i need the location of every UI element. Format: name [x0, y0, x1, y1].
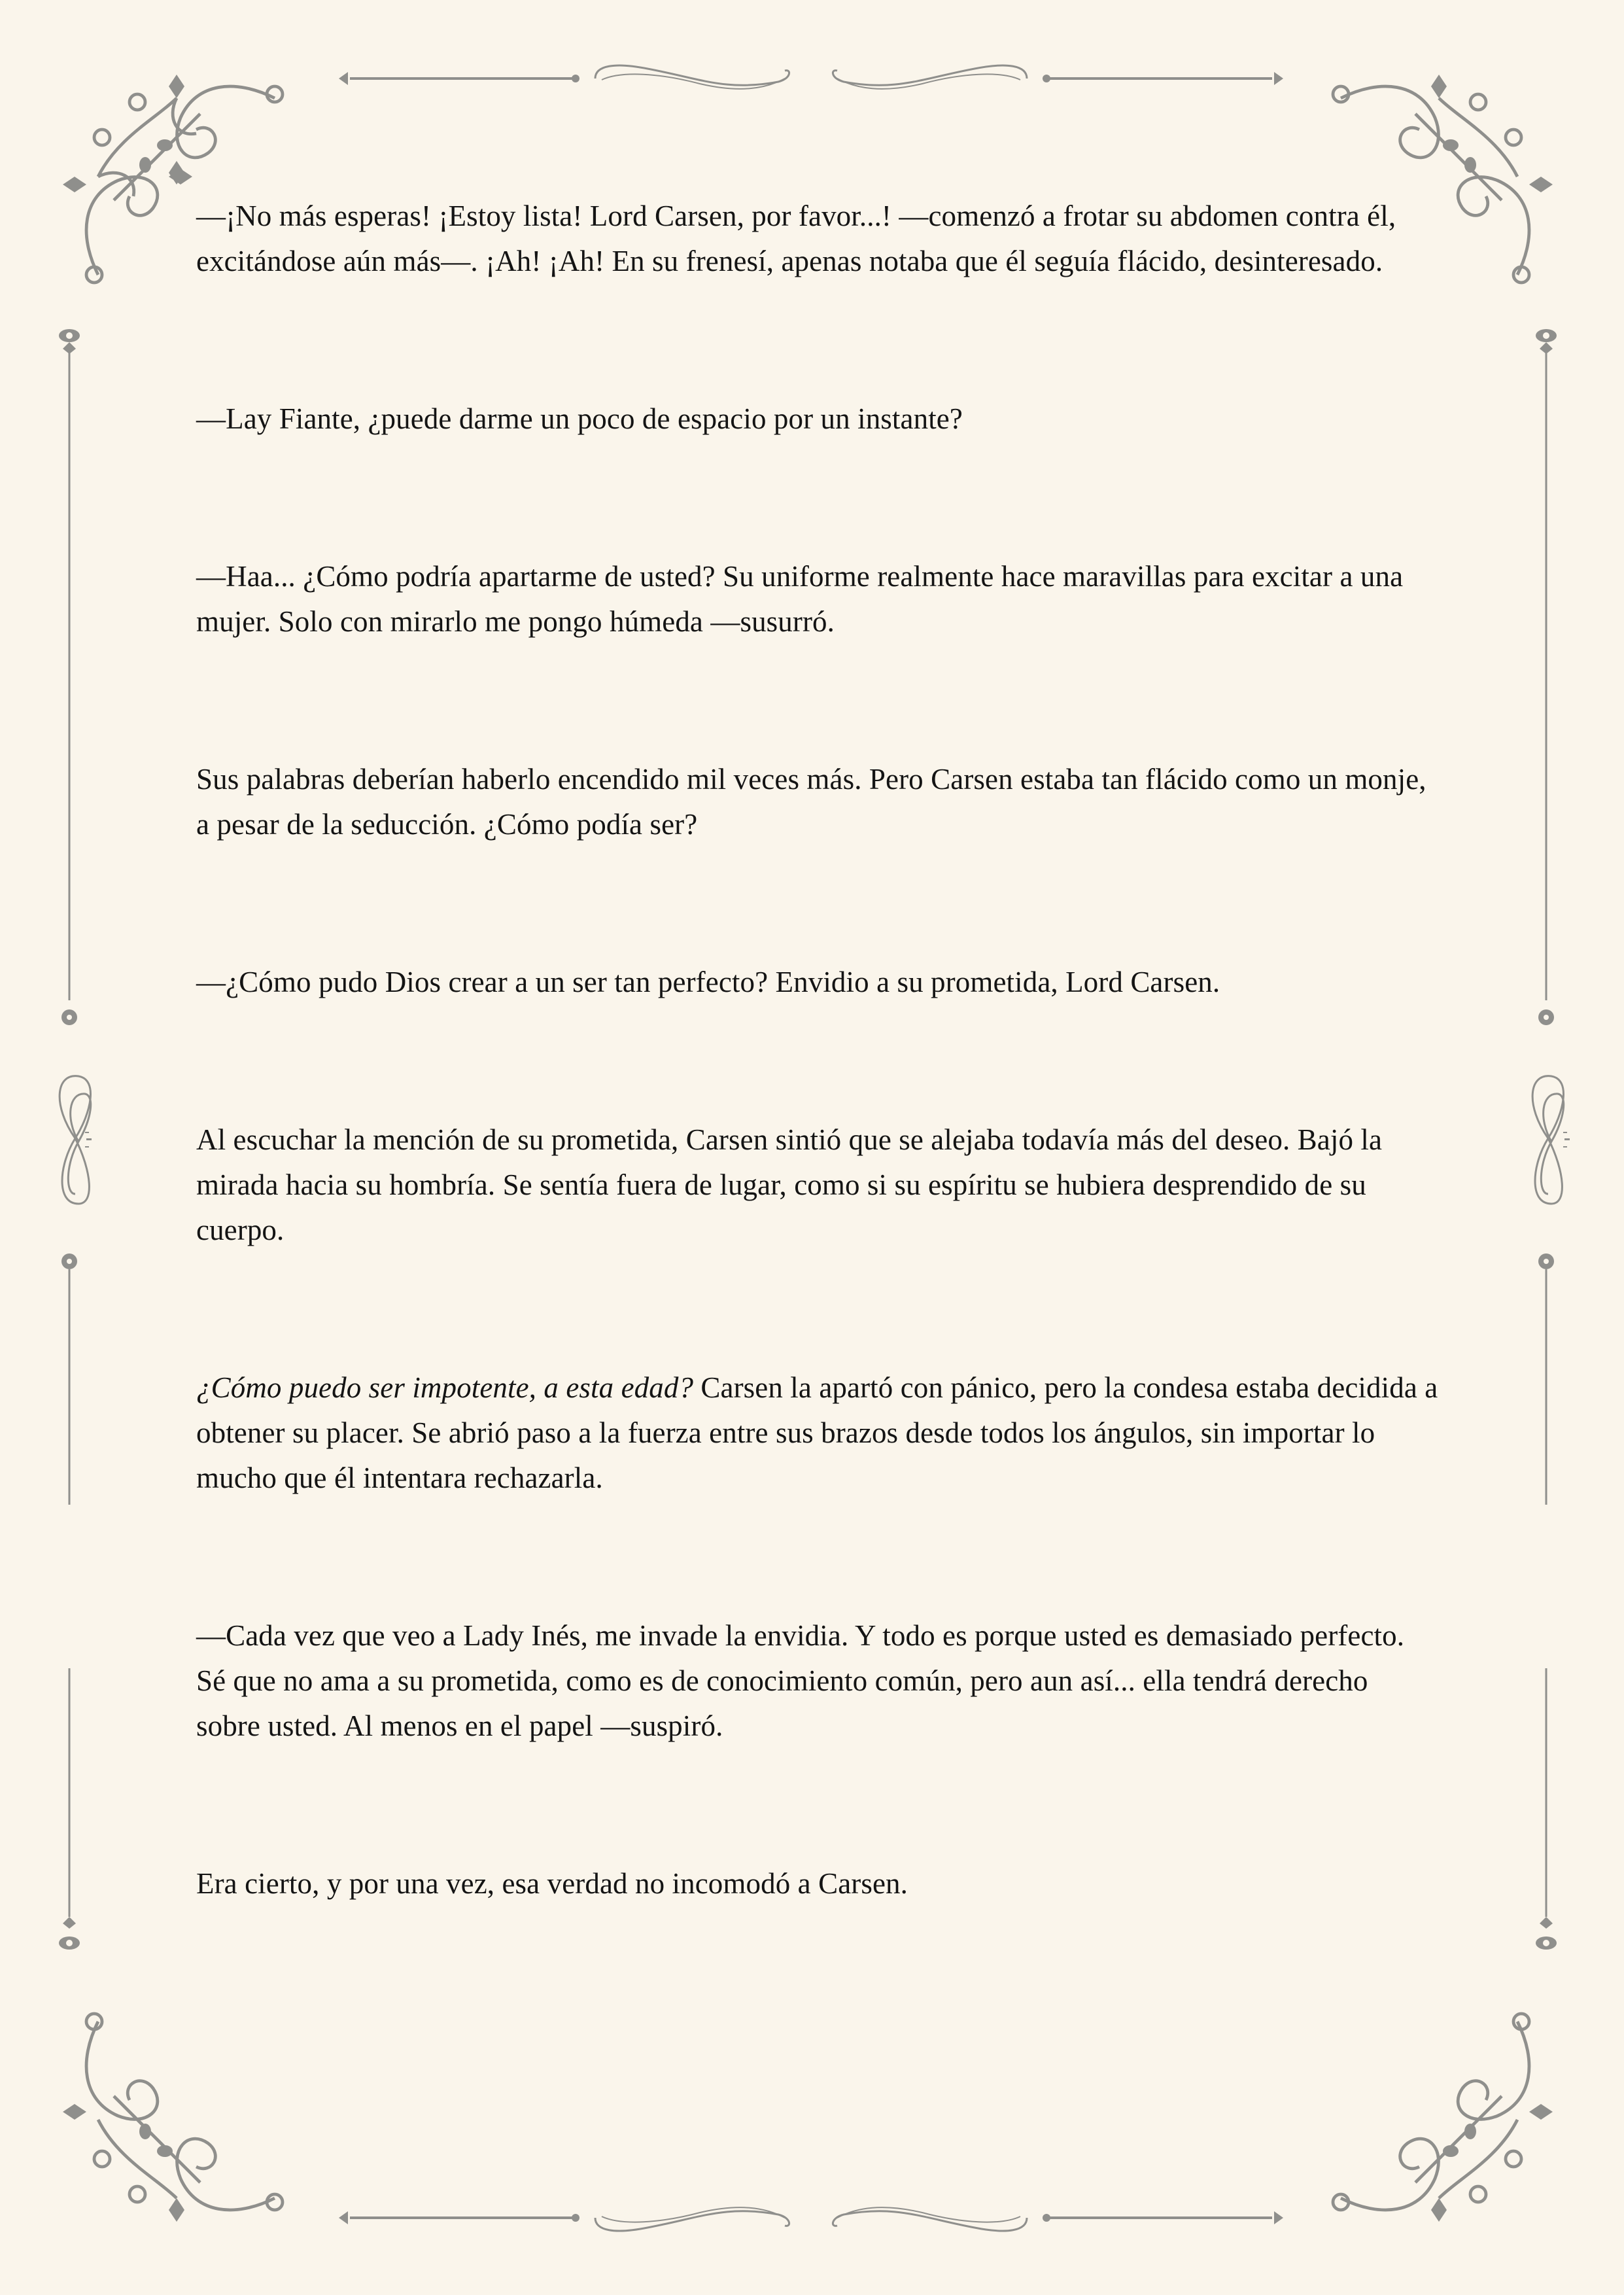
paragraph: Al escuchar la mención de su prometida, Carsen sintió que se alejaba todavía más del deseo. Bajó la mirada hacia su hombría. Se sentía fuera de lugar, como si su espíritu se hubiera desprendido de su cuerpo.	[196, 1123, 1383, 1246]
paragraph: —¡No más esperas! ¡Estoy lista! Lord Carsen, por favor...! —comenzó a frotar su abdomen contra él, excitándose aún más—. ¡Ah! ¡Ah! En su frenesí, apenas notaba que él seguía flácido, desinteresado.	[196, 200, 1396, 277]
inner-thought-italic: ¿Cómo puedo ser impotente, a esta edad?	[196, 1371, 694, 1404]
infinity-knot-right-icon	[1519, 1066, 1578, 1217]
paragraph: Sus palabras deberían haberlo encendido mil veces más. Pero Carsen estaba tan flácido como un monje, a pesar de la seducción. ¿Cómo podía ser?	[196, 763, 1426, 841]
top-scroll-divider-icon	[334, 59, 1288, 98]
infinity-knot-left-icon	[46, 1066, 105, 1217]
paragraph: —¿Cómo pudo Dios crear a un ser tan perfecto? Envidio a su prometida, Lord Carsen.	[196, 966, 1220, 998]
paragraph-text: Carsen la apartó con pánico, pero la condesa estaba decidida a obtener su placer. Se abrió paso a la fuerza entre sus brazos desde todos los ángulos, sin importar lo mucho que él intentara rechazarla.	[196, 1371, 1438, 1494]
paragraph: —Cada vez que veo a Lady Inés, me invade la envidia. Y todo es porque usted es demasiado perfecto. Sé que no ama a su prometida, como es de conocimiento común, pero aun así... ella tendrá derecho sobre usted. Al menos en el papel —suspiró.	[196, 1619, 1405, 1742]
corner-flourish-bottom-right-icon	[1321, 2002, 1557, 2237]
side-rod-right-lower-icon	[1534, 1250, 1558, 1956]
paragraph: —Lay Fiante, ¿puede darme un poco de espacio por un instante?	[196, 402, 963, 435]
side-rod-right-upper-icon	[1534, 324, 1558, 1030]
page-body	[196, 194, 1439, 1906]
side-rod-left-lower-icon	[58, 1250, 81, 1956]
paragraph	[196, 1365, 1439, 1501]
side-rod-left-upper-icon	[58, 324, 81, 1030]
corner-flourish-bottom-left-icon	[59, 2002, 294, 2237]
paragraph: —Haa... ¿Cómo podría apartarme de usted? Su uniforme realmente hace maravillas para excitar a una mujer. Solo con mirarlo me pongo húmeda —susurró.	[196, 560, 1404, 638]
paragraph: Era cierto, y por una vez, esa verdad no incomodó a Carsen.	[196, 1867, 908, 1900]
bottom-scroll-divider-icon	[334, 2198, 1288, 2237]
